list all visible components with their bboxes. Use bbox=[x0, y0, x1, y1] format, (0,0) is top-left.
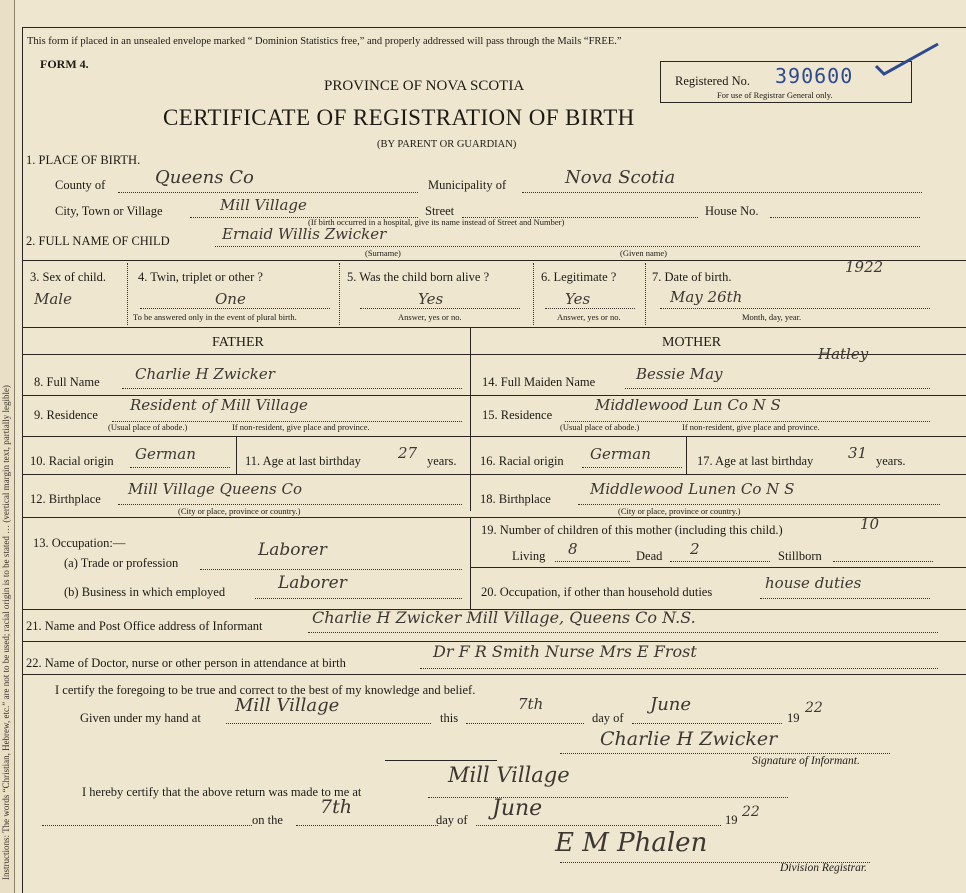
legit-label: 6. Legitimate ? bbox=[541, 270, 617, 284]
certify-divider bbox=[385, 760, 497, 761]
hospital-note: (If birth occurred in a hospital, give its name instead of Street and Number) bbox=[308, 217, 565, 227]
registrar-place-line bbox=[428, 797, 788, 798]
certificate-title: CERTIFICATE OF REGISTRATION OF BIRTH bbox=[163, 105, 635, 130]
informant-sig-label: Signature of Informant. bbox=[752, 755, 860, 767]
certificate-subtitle: (BY PARENT OR GUARDIAN) bbox=[377, 139, 517, 150]
registered-number: 390600 bbox=[775, 64, 854, 88]
dob-label: 7. Date of birth. bbox=[652, 270, 732, 284]
twin-line bbox=[140, 308, 330, 309]
given-label: Given under my hand at bbox=[80, 711, 201, 725]
house-line bbox=[770, 217, 920, 218]
children-value: 10 bbox=[860, 515, 880, 533]
registered-note: For use of Registrar General only. bbox=[717, 90, 833, 100]
municipality-line bbox=[522, 192, 922, 193]
mother-sep2 bbox=[470, 436, 966, 437]
mother-name-value: Bessie May bbox=[636, 365, 723, 383]
informant-label: 21. Name and Post Office address of Informant bbox=[26, 619, 263, 633]
father-racial-line bbox=[130, 467, 230, 468]
business-line bbox=[255, 598, 462, 599]
year-value: 22 bbox=[805, 700, 823, 716]
county-line bbox=[118, 192, 418, 193]
occupation-heading: 13. Occupation:— bbox=[33, 536, 126, 550]
mother-years: years. bbox=[876, 454, 906, 468]
dob-year: 1922 bbox=[845, 258, 884, 276]
mail-notice: This form if placed in an unsealed envelope marked “ Dominion Statistics free,” and properly addressed will pass through the Mails “FREE.” bbox=[27, 36, 622, 47]
row3-bottom bbox=[22, 327, 966, 328]
on-value: 7th bbox=[320, 796, 352, 818]
this-label: this bbox=[440, 711, 459, 725]
mother-birthplace-note: (City or place, province or country.) bbox=[618, 506, 741, 516]
mother-sep3 bbox=[470, 474, 966, 475]
registered-label: Registered No. bbox=[675, 74, 750, 88]
father-years: years. bbox=[427, 454, 457, 468]
mother-res-note: (Usual place of abode.) bbox=[560, 422, 640, 432]
dayof-label: day of bbox=[592, 711, 624, 725]
mother-birthplace-line bbox=[578, 504, 940, 505]
city-label: City, Town or Village bbox=[55, 204, 163, 218]
children-sep bbox=[470, 567, 966, 568]
mother-racial-label: 16. Racial origin bbox=[480, 454, 564, 468]
child-name-line bbox=[215, 246, 920, 247]
business-label: (b) Business in which employed bbox=[64, 585, 226, 599]
alive-line bbox=[360, 308, 520, 309]
father-sep2 bbox=[22, 436, 470, 437]
father-birthplace-value: Mill Village Queens Co bbox=[128, 480, 303, 498]
registrar-signature: E M Phalen bbox=[555, 828, 708, 858]
occ-mother-label: 20. Occupation, if other than household duties bbox=[481, 585, 713, 599]
father-birthplace-label: 12. Birthplace bbox=[30, 492, 101, 506]
trade-label: (a) Trade or profession bbox=[64, 556, 179, 570]
dead-line bbox=[670, 561, 770, 562]
alive-value: Yes bbox=[418, 290, 444, 308]
place-heading: 1. PLACE OF BIRTH. bbox=[26, 153, 141, 167]
mother-res-label: 15. Residence bbox=[482, 408, 553, 422]
house-label: House No. bbox=[705, 204, 759, 218]
lower-sep bbox=[22, 517, 966, 518]
mother-name-label: 14. Full Maiden Name bbox=[482, 375, 596, 389]
twin-label: 4. Twin, triplet or other ? bbox=[138, 270, 263, 284]
city-value: Mill Village bbox=[220, 196, 307, 214]
reg-dayof-label: day of bbox=[436, 813, 468, 827]
mother-heading: MOTHER bbox=[662, 335, 722, 350]
registrar-sig-label: Division Registrar. bbox=[780, 862, 867, 874]
twin-value: One bbox=[215, 290, 246, 308]
father-birthplace-note: (City or place, province or country.) bbox=[178, 506, 301, 516]
child-name-label: 2. FULL NAME OF CHILD bbox=[26, 234, 170, 248]
father-res-note: (Usual place of abode.) bbox=[108, 422, 188, 432]
mother-racial-value: German bbox=[590, 445, 651, 463]
this-value: 7th bbox=[518, 695, 544, 713]
informant-line bbox=[308, 632, 938, 633]
certify-line: I certify the foregoing to be true and correct to the best of my knowledge and belief. bbox=[55, 683, 476, 697]
doctor-value: Dr F R Smith Nurse Mrs E Frost bbox=[433, 642, 697, 661]
dob-value: May 26th bbox=[670, 288, 743, 306]
sex-value: Male bbox=[34, 290, 72, 308]
dob-note: Month, day, year. bbox=[742, 312, 802, 322]
legit-value: Yes bbox=[565, 290, 591, 308]
legit-note: Answer, yes or no. bbox=[557, 312, 621, 322]
alive-label: 5. Was the child born alive ? bbox=[347, 270, 490, 284]
registrar-pre-line bbox=[42, 825, 252, 826]
father-birthplace-line bbox=[118, 504, 462, 505]
children-label: 19. Number of children of this mother (including this child.) bbox=[481, 523, 783, 537]
reg-year-value: 22 bbox=[742, 804, 760, 820]
mother-res-value: Middlewood Lun Co N S bbox=[595, 396, 781, 414]
municipality-value: Nova Scotia bbox=[565, 167, 676, 188]
left-margin bbox=[0, 0, 15, 893]
reg-month-line bbox=[476, 825, 721, 826]
informant-value: Charlie H Zwicker Mill Village, Queens Co N.S. bbox=[312, 608, 696, 627]
occ-mother-line bbox=[760, 598, 930, 599]
dob-line bbox=[660, 308, 930, 309]
given-place: Mill Village bbox=[235, 695, 340, 716]
street-label: Street bbox=[425, 204, 455, 218]
reg-month-value: June bbox=[492, 796, 543, 821]
mother-name-correction: Hatley bbox=[818, 345, 869, 363]
mother-name-line bbox=[625, 388, 930, 389]
row3-top bbox=[22, 260, 966, 261]
dead-label: Dead bbox=[636, 549, 663, 563]
checkmark-icon bbox=[872, 40, 942, 80]
informant-signature: Charlie H Zwicker bbox=[600, 728, 778, 750]
this-line bbox=[466, 723, 584, 724]
living-line bbox=[555, 561, 630, 562]
province-title: PROVINCE OF NOVA SCOTIA bbox=[324, 78, 525, 94]
living-value: 8 bbox=[568, 540, 578, 558]
margin-instructions: Instructions: The words “Christian, Hebrew, etc.” are not to be used; racial origin is to be stated … (vertical margin text, partially legible) bbox=[1, 385, 11, 880]
mother-birthplace-value: Middlewood Lunen Co N S bbox=[590, 480, 795, 498]
father-age-label: 11. Age at last birthday bbox=[245, 454, 361, 468]
row3-div3 bbox=[533, 263, 534, 325]
year-prefix: 19 bbox=[787, 711, 800, 725]
given-line bbox=[226, 723, 431, 724]
father-heading: FATHER bbox=[212, 335, 264, 350]
occ-mother-value: house duties bbox=[765, 574, 862, 592]
mother-racial-line bbox=[582, 467, 682, 468]
father-name-line bbox=[122, 388, 462, 389]
alive-note: Answer, yes or no. bbox=[398, 312, 462, 322]
legit-line bbox=[545, 308, 635, 309]
registrar-place: Mill Village bbox=[448, 763, 570, 787]
county-value: Queens Co bbox=[155, 167, 254, 188]
row3-div4 bbox=[645, 263, 646, 325]
month-line bbox=[632, 723, 782, 724]
father-racial-label: 10. Racial origin bbox=[30, 454, 114, 468]
sex-label: 3. Sex of child. bbox=[30, 270, 107, 284]
business-value: Laborer bbox=[278, 573, 347, 593]
month-value: June bbox=[650, 694, 692, 715]
mother-age-label: 17. Age at last birthday bbox=[697, 454, 814, 468]
father-age-div bbox=[236, 436, 237, 474]
father-name-value: Charlie H Zwicker bbox=[135, 365, 275, 383]
form-number: FORM 4. bbox=[40, 57, 89, 71]
doctor-bottom bbox=[22, 674, 966, 675]
dead-value: 2 bbox=[690, 540, 700, 558]
father-res-note2: If non-resident, give place and province. bbox=[232, 422, 370, 432]
father-res-value: Resident of Mill Village bbox=[130, 396, 308, 414]
on-line bbox=[296, 825, 438, 826]
trade-value: Laborer bbox=[258, 540, 327, 560]
father-racial-value: German bbox=[135, 445, 196, 463]
given-note: (Given name) bbox=[620, 248, 667, 258]
living-label: Living bbox=[512, 549, 546, 563]
father-age-value: 27 bbox=[398, 444, 418, 462]
county-label: County of bbox=[55, 178, 106, 192]
doctor-label: 22. Name of Doctor, nurse or other person in attendance at birth bbox=[26, 656, 346, 670]
mother-res-note2: If non-resident, give place and province. bbox=[682, 422, 820, 432]
reg-year-prefix: 19 bbox=[725, 813, 738, 827]
child-name-value: Ernaid Willis Zwicker bbox=[222, 225, 387, 243]
frame-top bbox=[22, 27, 966, 28]
registrar-label: I hereby certify that the above return was made to me at bbox=[82, 785, 362, 799]
row3-div2 bbox=[339, 263, 340, 325]
stillborn-label: Stillborn bbox=[778, 549, 822, 563]
twin-note: To be answered only in the event of plural birth. bbox=[133, 312, 297, 322]
mother-birthplace-label: 18. Birthplace bbox=[480, 492, 551, 506]
row3-div1 bbox=[127, 263, 128, 325]
father-res-label: 9. Residence bbox=[34, 408, 98, 422]
mother-age-div bbox=[686, 436, 687, 474]
mother-age-value: 31 bbox=[848, 444, 868, 462]
frame-left bbox=[22, 27, 23, 893]
father-name-label: 8. Full Name bbox=[34, 375, 100, 389]
surname-note: (Surname) bbox=[365, 248, 401, 258]
lower-divider bbox=[470, 517, 471, 609]
stillborn-line bbox=[833, 561, 933, 562]
on-label: on the bbox=[252, 813, 283, 827]
father-sep3 bbox=[22, 474, 470, 475]
informant-sig-line bbox=[560, 753, 890, 754]
doctor-line bbox=[420, 668, 938, 669]
trade-line bbox=[200, 569, 462, 570]
municipality-label: Municipality of bbox=[428, 178, 507, 192]
